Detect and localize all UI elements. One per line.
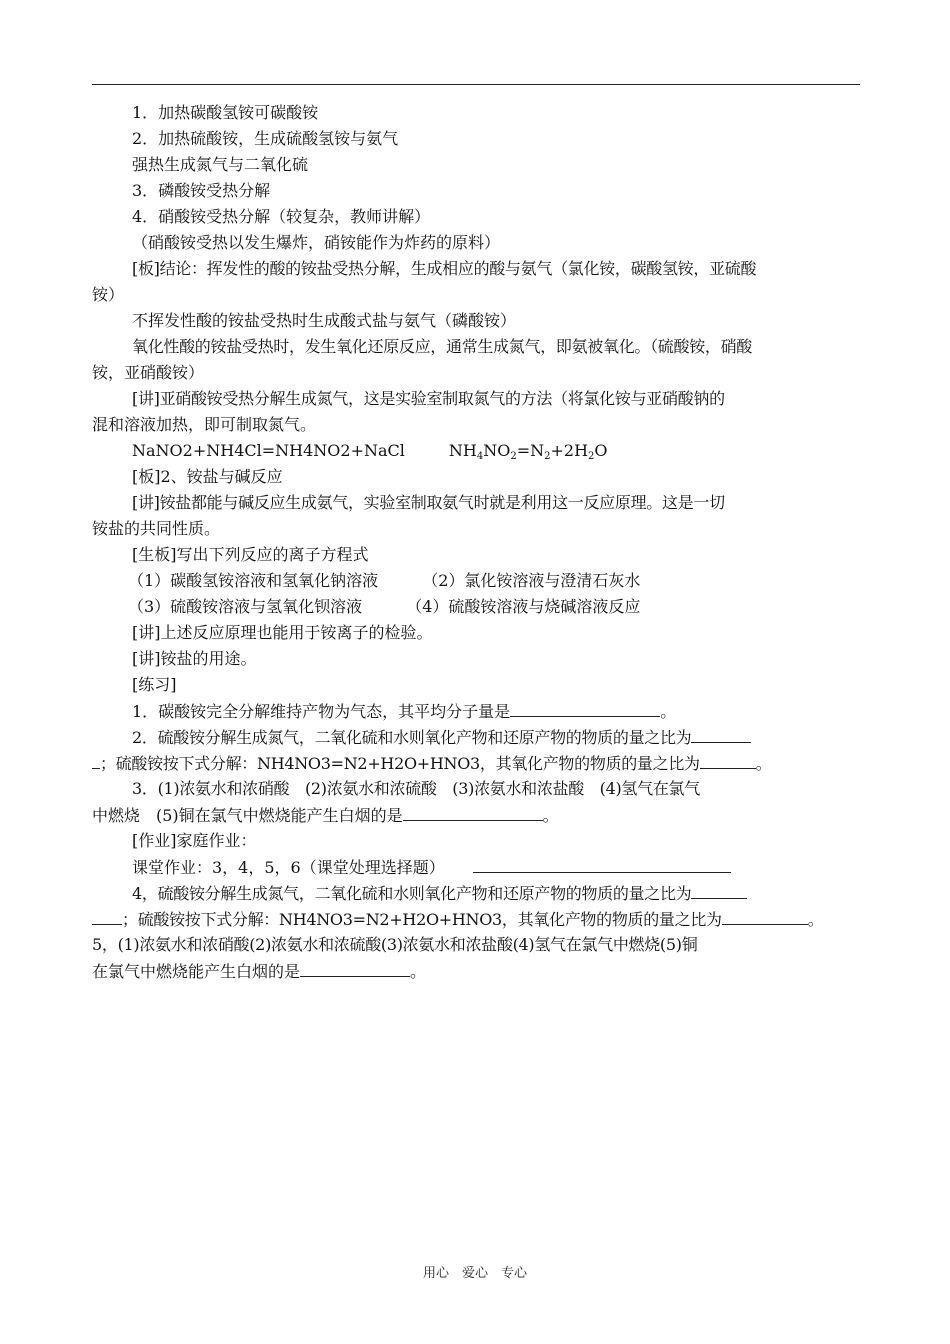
text-line: [讲]铵盐的用途。 [132, 649, 257, 668]
text-line: [讲]铵盐都能与碱反应生成氨气，实验室制取氨气时就是利用这一反应原理。这是一切 [132, 493, 725, 512]
reaction-row [92, 568, 860, 594]
text-line: [练习] [132, 675, 177, 694]
answer-blank[interactable] [473, 854, 731, 873]
answer-blank[interactable] [722, 906, 808, 925]
exercise-line: 1．碳酸铵完全分解维持产物为气态，其平均分子量是 。 [92, 698, 860, 724]
answer-blank[interactable] [92, 750, 100, 769]
answer-blank[interactable] [403, 802, 543, 821]
reaction-row [92, 594, 860, 620]
text-line: 铵盐的共同性质。 [92, 519, 221, 538]
text-line: 强热生成氮气与二氧化硫 [132, 155, 309, 174]
exercise-line: 在氯气中燃烧能产生白烟的是 。 [92, 958, 860, 984]
text-line: 2．加热硫酸铵，生成硫酸氢铵与氨气 [132, 129, 399, 148]
reaction-item: （1）碳酸氢铵溶液和氢氧化钠溶液 [128, 571, 379, 590]
equation-1: NaNO2+NH4Cl=NH4NO2+NaCl [132, 441, 405, 460]
text-line: （硝酸铵受热以发生爆炸，硝铵能作为炸药的原料） [132, 233, 501, 252]
page-footer: 用心 爱心 专心 [422, 1266, 527, 1281]
text-line: [讲]亚硝酸铵受热分解生成氮气，这是实验室制取氮气的方法（将氯化铵与亚硝酸钠的 [132, 389, 725, 408]
text-line: [板]结论：挥发性的酸的铵盐受热分解，生成相应的酸与氨气（氯化铵，碳酸氢铵，亚硫酸 [132, 259, 757, 278]
text-line: 氧化性酸的铵盐受热时，发生氧化还原反应，通常生成氮气，即氨被氧化。（硫酸铵，硝酸 [132, 337, 753, 356]
text-line: 1．加热碳酸氢铵可碳酸铵 [132, 103, 319, 122]
exercise-line: 3．(1)浓氨水和浓硝酸 (2)浓氨水和浓硫酸 (3)浓氨水和浓盐酸 (4)氢气在氯气 [132, 779, 700, 798]
answer-blank[interactable] [300, 958, 410, 977]
text-line: [生板]写出下列反应的离子方程式 [132, 545, 369, 564]
text-line: 3．磷酸铵受热分解 [132, 181, 271, 200]
text-line: 4．硝酸铵受热分解（较复杂，教师讲解） [132, 207, 431, 226]
text-line: 铵，亚硝酸铵） [92, 363, 205, 382]
header-rule [92, 84, 860, 85]
answer-blank[interactable] [700, 750, 756, 769]
text-line: [讲]上述反应原理也能用于铵离子的检验。 [132, 623, 433, 642]
equation-line [92, 438, 860, 464]
text-line: [作业]家庭作业： [132, 831, 257, 850]
text-line: 铵） [92, 285, 125, 304]
exercise-line: 5，(1)浓氨水和浓硝酸(2)浓氨水和浓硫酸(3)浓氨水和浓盐酸(4)氢气在氯气中燃烧(5)铜 [92, 935, 698, 954]
equation-2: $NH_4NO_2=N_2+2H_2O$ [448, 441, 608, 462]
answer-blank[interactable] [510, 698, 660, 717]
exercise-line: ；硫酸铵按下式分解：NH4NO3=N2+H2O+HNO3，其氧化产物的物质的量之比为 。 [92, 906, 860, 932]
reaction-item: （2）氯化铵溶液与澄清石灰水 [422, 571, 641, 590]
text-line: 混和溶液加热，即可制取氮气。 [92, 415, 317, 434]
exercise-line: ；硫酸铵按下式分解：NH4NO3=N2+H2O+HNO3，其氧化产物的物质的量之比为 。 [92, 750, 860, 776]
homework-line: 课堂作业：3，4，5，6（课堂处理选择题） [92, 854, 860, 880]
document-body [92, 100, 860, 984]
answer-blank[interactable] [92, 906, 122, 925]
text-line: [板]2、铵盐与碱反应 [132, 467, 283, 486]
exercise-line: 2．硫酸铵分解生成氮气，二氧化硫和水则氧化产物和还原产物的物质的量之比为 [92, 724, 860, 750]
answer-blank[interactable] [691, 724, 751, 743]
exercise-line: 4，硫酸铵分解生成氮气，二氧化硫和水则氧化产物和还原产物的物质的量之比为 [92, 880, 860, 906]
reaction-item: （3）硫酸铵溶液与氢氧化钡溶液 [128, 597, 363, 616]
reaction-item: （4）硫酸铵溶液与烧碱溶液反应 [406, 597, 641, 616]
exercise-line: 中燃烧 (5)铜在氯气中燃烧能产生白烟的是 。 [92, 802, 860, 828]
text-line: 不挥发性酸的铵盐受热时生成酸式盐与氨气（磷酸铵） [132, 311, 517, 330]
answer-blank[interactable] [691, 880, 747, 899]
